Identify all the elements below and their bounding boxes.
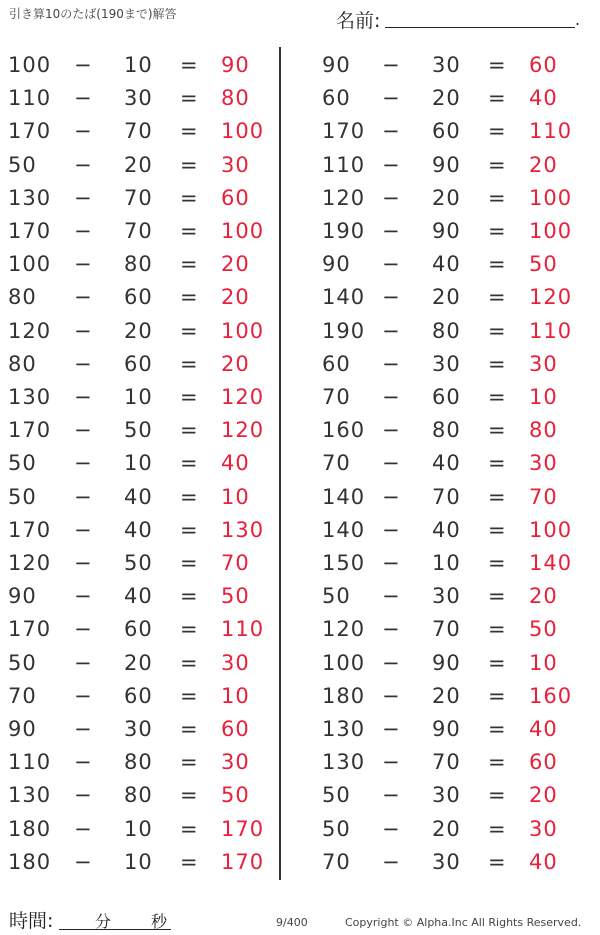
minus-sign: − bbox=[382, 252, 401, 277]
minus-sign: − bbox=[382, 152, 401, 177]
subtrahend: 10 bbox=[124, 849, 153, 874]
answer: 30 bbox=[221, 152, 250, 177]
subtrahend: 60 bbox=[124, 683, 153, 708]
equals-sign: = bbox=[180, 650, 199, 675]
subtrahend: 60 bbox=[124, 285, 153, 310]
minuend: 140 bbox=[322, 484, 366, 509]
subtrahend: 10 bbox=[124, 816, 153, 841]
problem-row bbox=[0, 717, 558, 750]
minuend: 130 bbox=[322, 717, 366, 741]
answer: 170 bbox=[221, 816, 265, 841]
minuend: 50 bbox=[8, 650, 37, 675]
equals-sign: = bbox=[180, 551, 199, 575]
answer: 120 bbox=[221, 385, 265, 409]
subtrahend: 10 bbox=[124, 451, 153, 476]
answer: 110 bbox=[529, 318, 573, 343]
answer: 20 bbox=[529, 584, 558, 609]
minus-sign: − bbox=[74, 683, 93, 708]
minuend: 170 bbox=[8, 219, 52, 243]
minus-sign: − bbox=[382, 617, 401, 642]
equals-sign: = bbox=[488, 584, 507, 609]
minuend: 170 bbox=[322, 119, 366, 144]
answer: 100 bbox=[529, 185, 573, 210]
problem-row bbox=[0, 252, 558, 285]
minuend: 130 bbox=[8, 185, 52, 210]
problem-row bbox=[0, 185, 573, 219]
minus-sign: − bbox=[74, 484, 93, 509]
subtrahend: 30 bbox=[432, 351, 461, 376]
minus-sign: − bbox=[382, 650, 401, 675]
equals-sign: = bbox=[180, 86, 199, 111]
answer: 20 bbox=[221, 285, 250, 310]
subtrahend: 10 bbox=[124, 53, 153, 77]
equals-sign: = bbox=[488, 717, 507, 741]
equals-sign: = bbox=[488, 86, 507, 111]
subtrahend: 30 bbox=[432, 783, 461, 808]
minuend: 130 bbox=[8, 385, 52, 409]
answer: 30 bbox=[529, 451, 558, 476]
equals-sign: = bbox=[488, 683, 507, 708]
minuend: 100 bbox=[8, 53, 52, 77]
problem-row bbox=[0, 119, 573, 152]
equals-sign: = bbox=[488, 750, 507, 775]
minus-sign: − bbox=[74, 418, 93, 443]
minuend: 80 bbox=[8, 285, 37, 310]
minuend: 170 bbox=[8, 119, 52, 144]
answer: 130 bbox=[221, 517, 265, 542]
answer: 40 bbox=[529, 86, 558, 111]
subtrahend: 40 bbox=[124, 484, 153, 509]
problem-row bbox=[0, 219, 573, 252]
minus-sign: − bbox=[74, 86, 93, 111]
equals-sign: = bbox=[488, 451, 507, 476]
problem-row bbox=[0, 484, 558, 518]
copyright-notice: Copyright © Alpha.Inc All Rights Reserved. bbox=[345, 916, 582, 929]
minuend: 110 bbox=[322, 152, 366, 177]
minus-sign: − bbox=[74, 385, 93, 409]
equals-sign: = bbox=[488, 285, 507, 310]
minus-sign: − bbox=[74, 53, 93, 77]
subtrahend: 40 bbox=[432, 517, 461, 542]
subtrahend: 20 bbox=[432, 683, 461, 708]
minuend: 70 bbox=[322, 849, 351, 874]
equals-sign: = bbox=[180, 584, 199, 609]
equals-sign: = bbox=[180, 185, 199, 210]
equals-sign: = bbox=[488, 849, 507, 874]
subtrahend: 60 bbox=[432, 119, 461, 144]
equals-sign: = bbox=[180, 219, 199, 243]
equals-sign: = bbox=[488, 318, 507, 343]
minuend: 90 bbox=[8, 717, 37, 741]
answer: 60 bbox=[221, 185, 250, 210]
answer: 90 bbox=[221, 53, 250, 77]
answer: 120 bbox=[221, 418, 265, 443]
equals-sign: = bbox=[180, 252, 199, 277]
problem-row bbox=[0, 285, 573, 318]
equals-sign: = bbox=[488, 783, 507, 808]
subtrahend: 50 bbox=[124, 418, 153, 443]
minus-sign: − bbox=[74, 119, 93, 144]
minuend: 60 bbox=[322, 351, 351, 376]
minus-sign: − bbox=[382, 318, 401, 343]
subtrahend: 80 bbox=[124, 783, 153, 808]
answer: 100 bbox=[221, 119, 265, 144]
minus-sign: − bbox=[382, 683, 401, 708]
minus-sign: − bbox=[382, 717, 401, 741]
minuend: 100 bbox=[322, 650, 366, 675]
problem-row bbox=[0, 351, 558, 385]
subtrahend: 40 bbox=[432, 252, 461, 277]
minus-sign: − bbox=[74, 318, 93, 343]
minus-sign: − bbox=[382, 285, 401, 310]
equals-sign: = bbox=[488, 484, 507, 509]
subtrahend: 60 bbox=[432, 385, 461, 409]
minus-sign: − bbox=[382, 53, 401, 77]
subtrahend: 80 bbox=[432, 418, 461, 443]
answer: 10 bbox=[529, 385, 558, 409]
minus-sign: − bbox=[74, 351, 93, 376]
subtrahend: 50 bbox=[124, 551, 153, 575]
answer: 30 bbox=[221, 750, 250, 775]
answer: 30 bbox=[529, 351, 558, 376]
problem-row bbox=[0, 152, 558, 186]
subtrahend: 90 bbox=[432, 717, 461, 741]
subtrahend: 30 bbox=[124, 717, 153, 741]
equals-sign: = bbox=[180, 418, 199, 443]
name-field-end: . bbox=[575, 10, 581, 29]
minuend: 190 bbox=[322, 318, 366, 343]
name-field-line bbox=[385, 27, 575, 28]
answer: 120 bbox=[529, 285, 573, 310]
minus-sign: − bbox=[382, 86, 401, 111]
minus-sign: − bbox=[382, 551, 401, 575]
minus-sign: − bbox=[382, 849, 401, 874]
problem-row bbox=[0, 451, 558, 484]
minuend: 150 bbox=[322, 551, 366, 575]
minus-sign: − bbox=[382, 219, 401, 243]
equals-sign: = bbox=[488, 650, 507, 675]
minuend: 110 bbox=[8, 86, 52, 111]
subtrahend: 70 bbox=[432, 484, 461, 509]
minuend: 90 bbox=[322, 53, 351, 77]
subtrahend: 20 bbox=[432, 285, 461, 310]
problem-row bbox=[0, 750, 558, 783]
minuend: 50 bbox=[8, 451, 37, 476]
answer: 60 bbox=[529, 750, 558, 775]
subtrahend: 40 bbox=[124, 517, 153, 542]
answer: 100 bbox=[529, 517, 573, 542]
minus-sign: − bbox=[382, 584, 401, 609]
answer: 60 bbox=[529, 53, 558, 77]
minuend: 80 bbox=[8, 351, 37, 376]
subtrahend: 70 bbox=[124, 119, 153, 144]
minuend: 50 bbox=[8, 484, 37, 509]
minus-sign: − bbox=[74, 285, 93, 310]
minuend: 100 bbox=[8, 252, 52, 277]
subtrahend: 40 bbox=[432, 451, 461, 476]
equals-sign: = bbox=[180, 285, 199, 310]
equals-sign: = bbox=[180, 617, 199, 642]
minuend: 90 bbox=[322, 252, 351, 277]
subtrahend: 20 bbox=[432, 185, 461, 210]
minuend: 180 bbox=[322, 683, 366, 708]
subtrahend: 90 bbox=[432, 152, 461, 177]
subtrahend: 70 bbox=[124, 185, 153, 210]
answer: 50 bbox=[221, 783, 250, 808]
equals-sign: = bbox=[180, 152, 199, 177]
problem-row bbox=[0, 318, 573, 352]
equals-sign: = bbox=[180, 385, 199, 409]
minuend: 120 bbox=[322, 617, 366, 642]
minuend: 50 bbox=[8, 152, 37, 177]
equals-sign: = bbox=[180, 683, 199, 708]
equals-sign: = bbox=[488, 152, 507, 177]
answer: 140 bbox=[529, 551, 573, 575]
minus-sign: − bbox=[382, 451, 401, 476]
minus-sign: − bbox=[74, 816, 93, 841]
minuend: 140 bbox=[322, 285, 366, 310]
equals-sign: = bbox=[180, 318, 199, 343]
answer: 80 bbox=[221, 86, 250, 111]
minus-sign: − bbox=[382, 750, 401, 775]
minus-sign: − bbox=[382, 517, 401, 542]
minuend: 170 bbox=[8, 517, 52, 542]
minuend: 50 bbox=[322, 783, 351, 808]
minuend: 120 bbox=[322, 185, 366, 210]
minuend: 120 bbox=[8, 318, 52, 343]
equals-sign: = bbox=[488, 119, 507, 144]
minuend: 180 bbox=[8, 816, 52, 841]
minuend: 130 bbox=[322, 750, 366, 775]
answer: 40 bbox=[529, 849, 558, 874]
answer: 20 bbox=[529, 152, 558, 177]
equals-sign: = bbox=[488, 418, 507, 443]
minuend: 50 bbox=[322, 584, 351, 609]
problem-row bbox=[0, 86, 558, 119]
subtrahend: 10 bbox=[124, 385, 153, 409]
equals-sign: = bbox=[180, 517, 199, 542]
subtrahend: 70 bbox=[432, 617, 461, 642]
equals-sign: = bbox=[180, 783, 199, 808]
answer: 40 bbox=[221, 451, 250, 476]
equals-sign: = bbox=[180, 750, 199, 775]
answer: 20 bbox=[221, 351, 250, 376]
minus-sign: − bbox=[382, 185, 401, 210]
equals-sign: = bbox=[180, 53, 199, 77]
subtrahend: 20 bbox=[124, 318, 153, 343]
worksheet-title: 引き算10のたば(190まで)解答 bbox=[9, 7, 177, 21]
equals-sign: = bbox=[180, 849, 199, 874]
subtrahend: 70 bbox=[124, 219, 153, 243]
answer: 30 bbox=[221, 650, 250, 675]
subtrahend: 20 bbox=[432, 816, 461, 841]
problem-row bbox=[0, 783, 558, 816]
subtrahend: 80 bbox=[124, 750, 153, 775]
problem-row bbox=[0, 584, 558, 617]
minus-sign: − bbox=[382, 816, 401, 841]
equals-sign: = bbox=[180, 717, 199, 741]
page-number: 9/400 bbox=[276, 916, 308, 929]
answer: 20 bbox=[529, 783, 558, 808]
minus-sign: − bbox=[74, 584, 93, 609]
subtrahend: 30 bbox=[124, 86, 153, 111]
answer: 50 bbox=[529, 252, 558, 277]
minus-sign: − bbox=[382, 783, 401, 808]
equals-sign: = bbox=[488, 617, 507, 642]
minus-sign: − bbox=[74, 750, 93, 775]
minuend: 70 bbox=[8, 683, 37, 708]
answer: 100 bbox=[221, 318, 265, 343]
minus-sign: − bbox=[74, 185, 93, 210]
subtrahend: 20 bbox=[432, 86, 461, 111]
answer: 110 bbox=[221, 617, 265, 642]
answer: 100 bbox=[221, 219, 265, 243]
minus-sign: − bbox=[74, 617, 93, 642]
problem-row bbox=[0, 617, 558, 650]
minuend: 130 bbox=[8, 783, 52, 808]
minus-sign: − bbox=[74, 783, 93, 808]
equals-sign: = bbox=[180, 451, 199, 476]
minus-sign: − bbox=[74, 152, 93, 177]
answer: 80 bbox=[529, 418, 558, 443]
answer: 60 bbox=[221, 717, 250, 741]
equals-sign: = bbox=[488, 252, 507, 277]
minus-sign: − bbox=[74, 252, 93, 277]
subtrahend: 60 bbox=[124, 351, 153, 376]
subtrahend: 90 bbox=[432, 650, 461, 675]
answer: 100 bbox=[529, 219, 573, 243]
answer: 10 bbox=[529, 650, 558, 675]
problem-row bbox=[0, 551, 573, 584]
subtrahend: 30 bbox=[432, 849, 461, 874]
minuend: 190 bbox=[322, 219, 366, 243]
equals-sign: = bbox=[488, 816, 507, 841]
subtrahend: 90 bbox=[432, 219, 461, 243]
answer: 50 bbox=[529, 617, 558, 642]
minuend: 50 bbox=[322, 816, 351, 841]
minuend: 170 bbox=[8, 617, 52, 642]
subtrahend: 60 bbox=[124, 617, 153, 642]
subtrahend: 30 bbox=[432, 584, 461, 609]
minus-sign: − bbox=[74, 451, 93, 476]
equals-sign: = bbox=[488, 53, 507, 77]
time-label: 時間: bbox=[9, 910, 54, 932]
minus-sign: − bbox=[382, 119, 401, 144]
minus-sign: − bbox=[74, 551, 93, 575]
minuend: 90 bbox=[8, 584, 37, 609]
answer: 30 bbox=[529, 816, 558, 841]
minuend: 70 bbox=[322, 385, 351, 409]
equals-sign: = bbox=[180, 119, 199, 144]
minuend: 180 bbox=[8, 849, 52, 874]
minuend: 160 bbox=[322, 418, 366, 443]
answer: 170 bbox=[221, 849, 265, 874]
equals-sign: = bbox=[180, 351, 199, 376]
minus-sign: − bbox=[382, 351, 401, 376]
minus-sign: − bbox=[74, 517, 93, 542]
minus-sign: − bbox=[74, 650, 93, 675]
problem-row bbox=[0, 650, 558, 684]
minuend: 120 bbox=[8, 551, 52, 575]
name-label: 名前: bbox=[336, 10, 381, 32]
minuend: 60 bbox=[322, 86, 351, 111]
problem-row bbox=[0, 418, 558, 451]
minus-sign: − bbox=[74, 717, 93, 741]
equals-sign: = bbox=[488, 551, 507, 575]
equals-sign: = bbox=[488, 351, 507, 376]
problem-row bbox=[0, 517, 573, 551]
equals-sign: = bbox=[488, 185, 507, 210]
answer: 160 bbox=[529, 683, 573, 708]
minus-sign: − bbox=[74, 219, 93, 243]
subtrahend: 70 bbox=[432, 750, 461, 775]
subtrahend: 30 bbox=[432, 53, 461, 77]
minus-sign: − bbox=[74, 849, 93, 874]
equals-sign: = bbox=[488, 385, 507, 409]
seconds-label: 秒 bbox=[151, 912, 168, 931]
answer: 70 bbox=[529, 484, 558, 509]
problem-row bbox=[0, 683, 573, 717]
minus-sign: − bbox=[382, 484, 401, 509]
answer: 20 bbox=[221, 252, 250, 277]
answer: 110 bbox=[529, 119, 573, 144]
problem-row bbox=[0, 816, 558, 850]
subtrahend: 20 bbox=[124, 152, 153, 177]
equals-sign: = bbox=[488, 219, 507, 243]
answer: 70 bbox=[221, 551, 250, 575]
minutes-label: 分 bbox=[95, 912, 112, 931]
equals-sign: = bbox=[180, 816, 199, 841]
minuend: 140 bbox=[322, 517, 366, 542]
answer: 10 bbox=[221, 484, 250, 509]
minuend: 110 bbox=[8, 750, 52, 775]
problem-row bbox=[0, 849, 558, 883]
equals-sign: = bbox=[488, 517, 507, 542]
minus-sign: − bbox=[382, 385, 401, 409]
minuend: 170 bbox=[8, 418, 52, 443]
minuend: 70 bbox=[322, 451, 351, 476]
problem-row bbox=[0, 385, 558, 418]
subtrahend: 80 bbox=[432, 318, 461, 343]
subtrahend: 80 bbox=[124, 252, 153, 277]
answer: 40 bbox=[529, 717, 558, 741]
subtrahend: 20 bbox=[124, 650, 153, 675]
subtrahend: 40 bbox=[124, 584, 153, 609]
subtrahend: 10 bbox=[432, 551, 461, 575]
minus-sign: − bbox=[382, 418, 401, 443]
answer: 50 bbox=[221, 584, 250, 609]
answer: 10 bbox=[221, 683, 250, 708]
problem-row bbox=[0, 53, 558, 86]
equals-sign: = bbox=[180, 484, 199, 509]
